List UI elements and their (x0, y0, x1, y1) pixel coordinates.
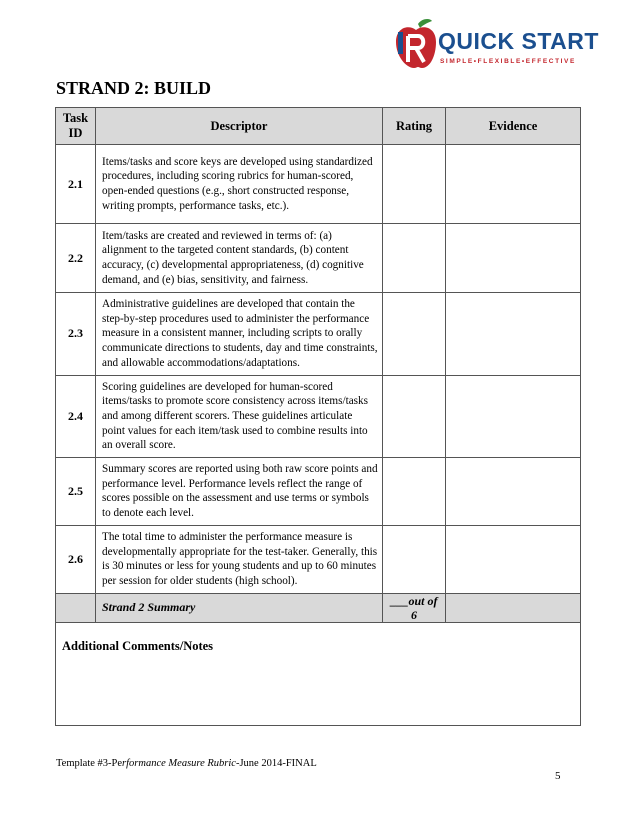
header-descriptor: Descriptor (96, 108, 383, 145)
rating-cell[interactable] (383, 293, 446, 376)
summary-id-cell (56, 593, 96, 622)
evidence-cell[interactable] (446, 525, 581, 593)
comments-label: Additional Comments/Notes (62, 638, 214, 653)
footer-suffix: -June 2014-FINAL (235, 758, 317, 769)
summary-evidence-cell (446, 593, 581, 622)
descriptor-text: Summary scores are reported using both raw score points and performance level. Performance levels reflect the range of scores possible on the assessment and use terms or symbols to denote each level. (96, 458, 383, 526)
logo-tagline: SIMPLE•FLEXIBLE•EFFECTIVE (440, 58, 576, 65)
table-row (56, 224, 581, 293)
rating-cell[interactable] (383, 458, 446, 526)
task-id: 2.5 (56, 458, 96, 526)
descriptor-text: Scoring guidelines are developed for human-scored items/tasks to promote score consistency across items/tasks and among different scorers. These guidelines articulate point values for each item/task used to combine results into an overall score. (96, 375, 383, 458)
footer-italic: rformance Measure Rubric (122, 758, 236, 769)
page-number: 5 (555, 770, 561, 782)
header-task-id: Task ID (56, 108, 96, 145)
evidence-cell[interactable] (446, 224, 581, 293)
table-row (56, 293, 581, 376)
summary-rating-blank: ___out of (390, 593, 438, 608)
evidence-cell[interactable] (446, 293, 581, 376)
task-id: 2.4 (56, 375, 96, 458)
rating-cell[interactable] (383, 375, 446, 458)
task-id: 2.6 (56, 525, 96, 593)
table-row (56, 375, 581, 458)
summary-label: Strand 2 Summary (96, 593, 383, 622)
descriptor-text: Administrative guidelines are developed that contain the step-by-step procedures used to administer the performance measure in a consistent manner, including scripts to orally communicate directions to students, day and time constraints, and allowable accommodations/adaptations. (96, 293, 383, 376)
task-id: 2.1 (56, 145, 96, 224)
evidence-cell[interactable] (446, 375, 581, 458)
quick-start-logo (394, 18, 599, 78)
header-evidence: Evidence (446, 108, 581, 145)
comments-row (56, 622, 581, 725)
descriptor-text: The total time to administer the performance measure is developmentally appropriate for the test-taker. Generally, this is 30 minutes or less for young students and up to 60 minutes per session for older students (high school). (96, 525, 383, 593)
apple-r-icon (394, 18, 438, 78)
rating-cell[interactable] (383, 525, 446, 593)
header-rating: Rating (383, 108, 446, 145)
comments-area[interactable] (56, 622, 581, 725)
footer-prefix: Template #3-Pe (56, 758, 123, 769)
task-id: 2.3 (56, 293, 96, 376)
summary-rating[interactable] (383, 593, 446, 622)
descriptor-text: Item/tasks are created and reviewed in terms of: (a) alignment to the targeted content standards, (b) content accuracy, (c) developmental appropriateness, (d) cognitive demand, and (e) bias, sensitivity, and fairness. (96, 224, 383, 293)
evidence-cell[interactable] (446, 458, 581, 526)
rating-cell[interactable] (383, 145, 446, 224)
evidence-cell[interactable] (446, 145, 581, 224)
descriptor-text: Items/tasks and score keys are developed using standardized procedures, including scoring rubrics for human-scored, open-ended questions (e.g., short constructed response, writing prompts, performance tasks, etc.). (96, 145, 383, 224)
header-row (56, 108, 581, 145)
summary-rating-total: 6 (411, 607, 417, 622)
footer-template-name (56, 758, 317, 769)
strand-heading: STRAND 2: BUILD (56, 78, 212, 98)
logo-wordmark: QUICK START (438, 28, 599, 54)
table-row (56, 525, 581, 593)
summary-row (56, 593, 581, 622)
rubric-table (55, 107, 581, 726)
task-id: 2.2 (56, 224, 96, 293)
table-row (56, 145, 581, 224)
table-row (56, 458, 581, 526)
rating-cell[interactable] (383, 224, 446, 293)
